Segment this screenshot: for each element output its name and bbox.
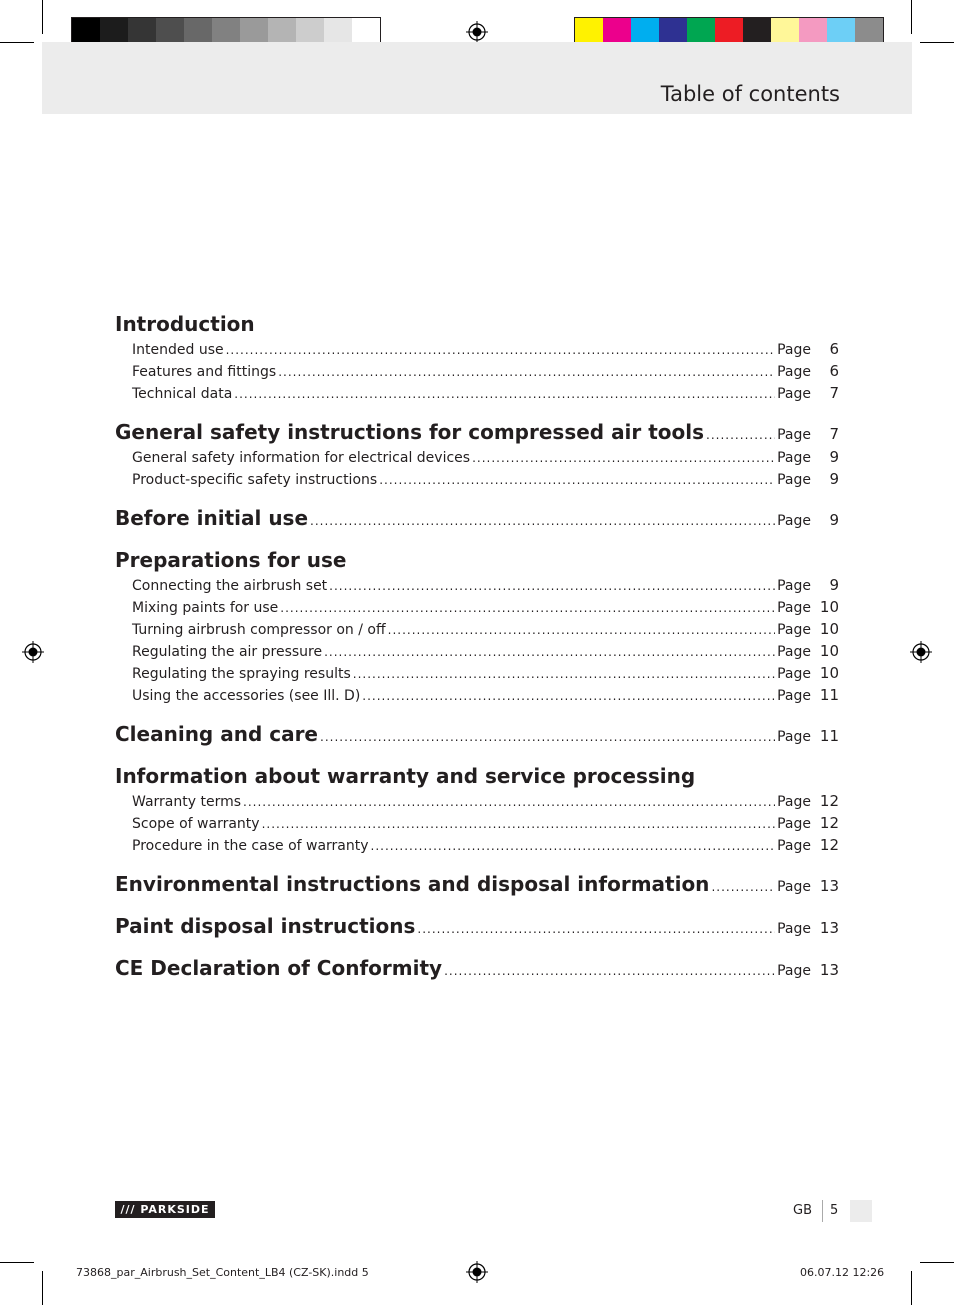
dot-leader xyxy=(310,507,775,535)
page-label: Page xyxy=(777,578,811,594)
toc-entry-label: Features and fittings xyxy=(132,364,277,380)
page-ref: 10 xyxy=(819,598,839,616)
toc-entry[interactable] xyxy=(115,360,839,382)
color-swatch xyxy=(100,18,128,45)
page-label: Page xyxy=(777,921,811,937)
page-label: Page xyxy=(777,879,811,895)
toc-entry-label: Regulating the spraying results xyxy=(132,666,351,682)
toc-heading[interactable] xyxy=(115,912,839,940)
slug-filename: 73868_par_Airbrush_Set_Content_LB4 (CZ-SK).indd 5 xyxy=(76,1266,369,1279)
slug-date: 06.07.12 12:26 xyxy=(800,1266,885,1279)
color-swatch xyxy=(352,18,380,45)
page-label: Page xyxy=(777,342,811,358)
header-band xyxy=(42,42,912,114)
toc-entry[interactable] xyxy=(115,468,839,490)
footer-tab xyxy=(850,1200,872,1222)
dot-leader xyxy=(234,383,775,405)
dot-leader xyxy=(320,723,775,751)
crop-mark xyxy=(0,42,34,43)
dot-leader xyxy=(362,685,775,707)
page-ref: 9 xyxy=(829,448,839,466)
page-ref: 13 xyxy=(819,961,839,979)
toc-entry-label: Using the accessories (see Ill. D) xyxy=(132,688,361,704)
color-swatch xyxy=(296,18,324,45)
toc-entry-label: Intended use xyxy=(132,342,224,358)
page-label: Page xyxy=(777,450,811,466)
toc-heading[interactable] xyxy=(115,762,839,790)
toc-section xyxy=(115,870,839,898)
toc-entry[interactable] xyxy=(115,338,839,360)
toc-entry-label: Warranty terms xyxy=(132,794,242,810)
dot-leader xyxy=(444,957,775,985)
color-swatch xyxy=(324,18,352,45)
toc-section xyxy=(115,418,839,490)
toc-section xyxy=(115,720,839,748)
page-label: Page xyxy=(777,963,811,979)
toc-section xyxy=(115,504,839,532)
dot-leader xyxy=(324,641,775,663)
dot-leader xyxy=(278,361,775,383)
toc-heading[interactable] xyxy=(115,954,839,982)
page-ref: 10 xyxy=(819,642,839,660)
registration-mark-icon xyxy=(22,641,44,663)
dot-leader xyxy=(711,873,775,901)
toc-entry-label: Technical data xyxy=(132,386,233,402)
page-number: 5 xyxy=(830,1203,839,1218)
toc-entry-label: Turning airbrush compressor on / off xyxy=(132,622,386,638)
page-ref: 11 xyxy=(819,727,839,745)
color-swatch xyxy=(184,18,212,45)
page-ref: 10 xyxy=(819,664,839,682)
page-ref: 9 xyxy=(829,576,839,594)
toc-entry[interactable] xyxy=(115,574,839,596)
language-code: GB xyxy=(793,1203,812,1218)
toc-section xyxy=(115,912,839,940)
crop-mark xyxy=(0,1262,34,1263)
page-ref: 13 xyxy=(819,877,839,895)
page-ref: 9 xyxy=(829,511,839,529)
color-swatch xyxy=(72,18,100,45)
toc-entry-label: Product-specific safety instructions xyxy=(132,472,378,488)
page-ref: 12 xyxy=(819,836,839,854)
page-label: Page xyxy=(777,427,811,443)
color-swatch xyxy=(827,18,855,45)
registration-mark-icon xyxy=(466,21,488,43)
dot-leader xyxy=(280,597,775,619)
toc-heading[interactable] xyxy=(115,720,839,748)
toc-entry[interactable] xyxy=(115,812,839,834)
color-swatch xyxy=(603,18,631,45)
color-swatch xyxy=(855,18,883,45)
toc-entry[interactable] xyxy=(115,446,839,468)
toc-heading-title: Environmental instructions and disposal information xyxy=(115,872,710,896)
toc-entry[interactable] xyxy=(115,662,839,684)
page-label: Page xyxy=(777,816,811,832)
color-swatch xyxy=(771,18,799,45)
toc-section xyxy=(115,954,839,982)
toc-entry[interactable] xyxy=(115,618,839,640)
page-label: Page xyxy=(777,794,811,810)
color-swatch xyxy=(156,18,184,45)
page-label: Page xyxy=(777,472,811,488)
color-swatch xyxy=(631,18,659,45)
toc-section xyxy=(115,310,839,404)
toc-heading[interactable] xyxy=(115,504,839,532)
page-ref: 11 xyxy=(819,686,839,704)
page-label: Page xyxy=(777,729,811,745)
dot-leader xyxy=(417,915,775,943)
dot-leader xyxy=(472,447,775,469)
page-label: Page xyxy=(777,386,811,402)
toc-entry-label: Scope of warranty xyxy=(132,816,260,832)
dot-leader xyxy=(353,663,775,685)
page-label: Page xyxy=(777,600,811,616)
color-swatch xyxy=(687,18,715,45)
page-ref: 9 xyxy=(829,470,839,488)
toc-entry-label: General safety information for electrical devices xyxy=(132,450,471,466)
toc-heading-title: CE Declaration of Conformity xyxy=(115,956,443,980)
page-label: Page xyxy=(777,644,811,660)
toc-heading-title: Cleaning and care xyxy=(115,722,318,746)
page-label: Page xyxy=(777,688,811,704)
toc-heading-title: Preparations for use xyxy=(115,548,347,572)
crop-mark xyxy=(920,1262,954,1263)
dot-leader xyxy=(262,813,776,835)
registration-mark-icon xyxy=(910,641,932,663)
dot-leader xyxy=(388,619,775,641)
toc-heading-title: Information about warranty and service processing xyxy=(115,764,696,788)
color-swatch xyxy=(799,18,827,45)
color-swatch xyxy=(268,18,296,45)
toc-entry-label: Procedure in the case of warranty xyxy=(132,838,369,854)
dot-leader xyxy=(706,421,775,449)
crop-mark xyxy=(911,1271,912,1305)
page-label: Page xyxy=(777,622,811,638)
toc-heading[interactable] xyxy=(115,418,839,446)
dot-leader xyxy=(379,469,775,491)
color-swatch xyxy=(212,18,240,45)
footer-divider xyxy=(822,1200,823,1222)
page-ref: 12 xyxy=(819,814,839,832)
crop-mark xyxy=(42,1271,43,1305)
toc-heading-title: Introduction xyxy=(115,312,255,336)
color-swatch xyxy=(575,18,603,45)
toc-entry[interactable] xyxy=(115,596,839,618)
crop-mark xyxy=(920,42,954,43)
toc-entry[interactable] xyxy=(115,684,839,706)
toc-entry-label: Connecting the airbrush set xyxy=(132,578,328,594)
toc-entry[interactable] xyxy=(115,640,839,662)
toc-heading[interactable] xyxy=(115,310,839,338)
crop-mark xyxy=(911,0,912,34)
dot-leader xyxy=(226,339,775,361)
color-swatch xyxy=(128,18,156,45)
color-swatch xyxy=(659,18,687,45)
page-title: Table of contents xyxy=(660,82,840,106)
toc-entry[interactable] xyxy=(115,790,839,812)
toc-entry-label: Mixing paints for use xyxy=(132,600,279,616)
toc-section xyxy=(115,762,839,856)
parkside-logo: /// PARKSIDE xyxy=(115,1201,215,1218)
toc-entry[interactable] xyxy=(115,834,839,856)
color-swatch xyxy=(715,18,743,45)
toc-heading[interactable] xyxy=(115,546,839,574)
dot-leader xyxy=(243,791,775,813)
page-ref: 7 xyxy=(829,384,839,402)
table-of-contents xyxy=(115,310,839,996)
crop-mark xyxy=(42,0,43,34)
page-label: Page xyxy=(777,513,811,529)
page-label: Page xyxy=(777,838,811,854)
page-ref: 13 xyxy=(819,919,839,937)
toc-heading-title: General safety instructions for compressed air tools xyxy=(115,420,705,444)
page-ref: 6 xyxy=(829,340,839,358)
toc-heading-title: Before initial use xyxy=(115,506,309,530)
color-swatch xyxy=(743,18,771,45)
page-ref: 10 xyxy=(819,620,839,638)
dot-leader xyxy=(371,835,776,857)
toc-entry[interactable] xyxy=(115,382,839,404)
page-ref: 6 xyxy=(829,362,839,380)
color-swatch xyxy=(240,18,268,45)
dot-leader xyxy=(329,575,775,597)
page-label: Page xyxy=(777,364,811,380)
toc-section xyxy=(115,546,839,706)
page-ref: 12 xyxy=(819,792,839,810)
toc-heading-title: Paint disposal instructions xyxy=(115,914,416,938)
page-ref: 7 xyxy=(829,425,839,443)
toc-entry-label: Regulating the air pressure xyxy=(132,644,323,660)
page-label: Page xyxy=(777,666,811,682)
toc-heading[interactable] xyxy=(115,870,839,898)
registration-mark-icon xyxy=(466,1261,488,1283)
